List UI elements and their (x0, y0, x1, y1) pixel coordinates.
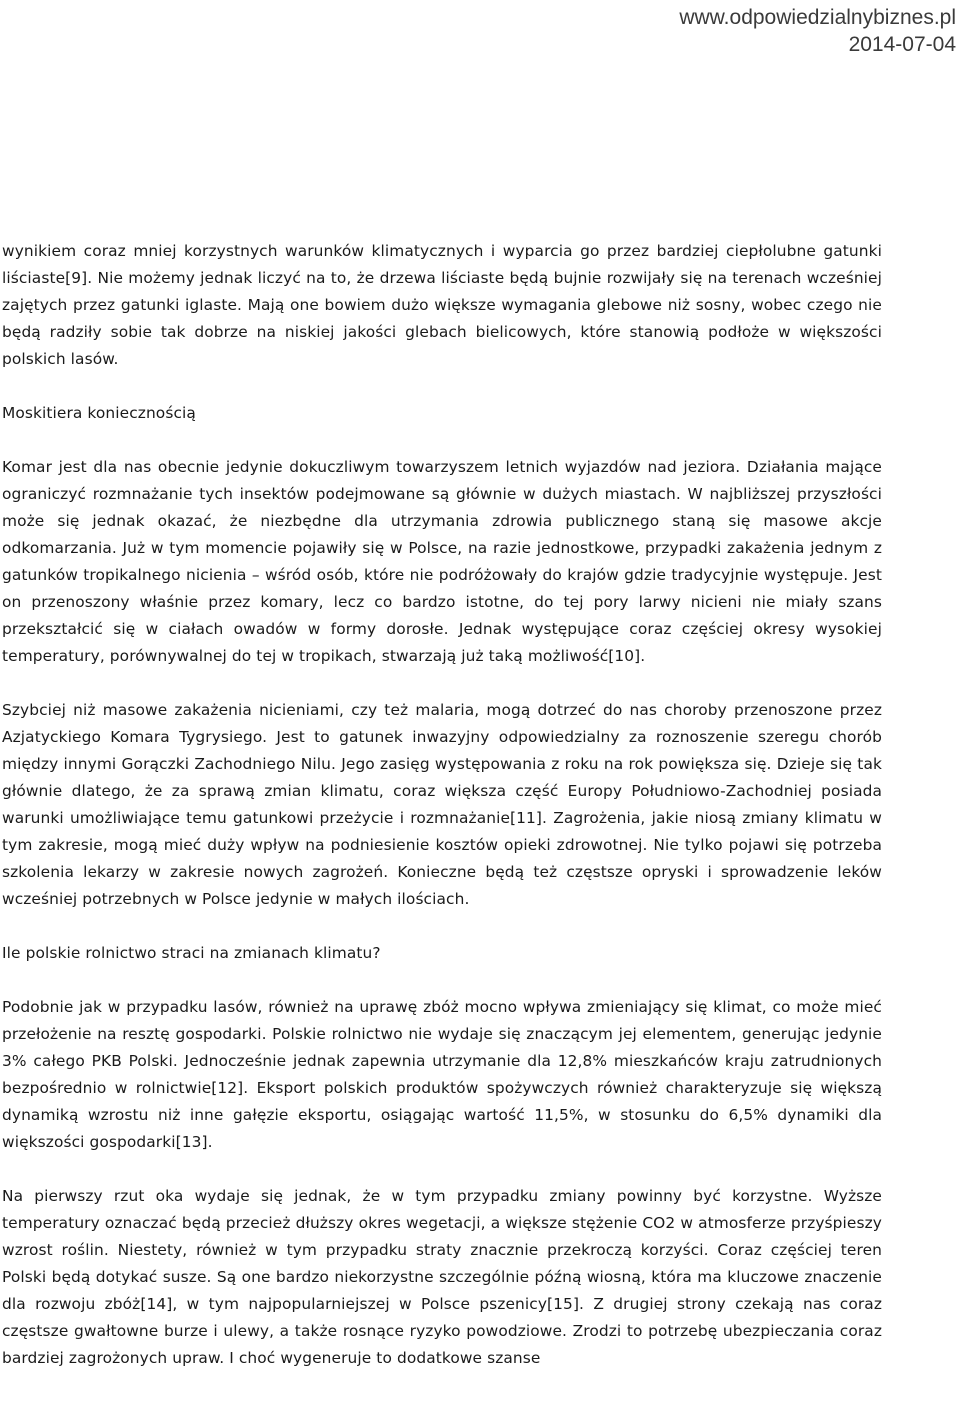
paragraph-tiger-mosquito: Szybciej niż masowe zakażenia nicieniami, czy też malaria, mogą dotrzeć do nas choroby przenoszone przez Azjatyckiego Komara Tygrysiego. Jest to gatunek inwazyjny odpowiedzialny za roznoszenie szeregu chorób między innymi Gorączki Zachodniego Nilu. Jego zasięg występowania z roku na rok powiększa się. Dzieje się tak głównie dlatego, że za sprawą zmian klimatu, coraz większa część Europy Południowo-Zachodniej posiada warunki umożliwiające temu gatunkowi przeżycie i rozmnażanie[11]. Zagrożenia, jakie niosą zmiany klimatu w tym zakresie, mogą mieć duży wpływ na podniesienie kosztów opieki zdrowotnej. Nie tylko pojawi się potrzeba szkolenia lekarzy w zakresie nowych zagrożeń. Konieczne będą też częstsze opryski i sprowadzenie leków wcześniej potrzebnych w Polsce jedynie w małych ilościach. (2, 701, 882, 908)
section-heading-mosquito-net: Moskitiera koniecznością (2, 404, 196, 422)
website-url: www.odpowiedzialnybiznes.pl (679, 6, 956, 29)
paragraph-agriculture-economy: Podobnie jak w przypadku lasów, również na uprawę zbóż mocno wpływa zmieniający się klimat, co może mieć przełożenie na resztę gospodarki. Polskie rolnictwo nie wydaje się znaczącym jej elementem, generując jedynie 3% całego PKB Polski. Jednocześnie jednak zapewnia utrzymanie dla 12,8% mieszkańców kraju zatrudnionych bezpośrednio w rolnictwie[12]. Eksport polskich produktów spożywczych również charakteryzuje się większą dynamiką wzrostu niż inne gałęzie eksportu, osiągając wartość 11,5%, w stosunku do 6,5% dynamiki dla większości gospodarki[13]. (2, 998, 882, 1151)
document-body (2, 238, 882, 1372)
document-date: 2014-07-04 (848, 33, 956, 56)
paragraph-agriculture-effects: Na pierwszy rzut oka wydaje się jednak, że w tym przypadku zmiany powinny być korzystne. Wyższe temperatury oznaczać będą przecież dłuższy okres wegetacji, a większe stężenie CO2 w atmosferze przyśpieszy wzrost roślin. Niestety, również w tym przypadku straty znacznie przekroczą korzyści. Coraz częściej teren Polski będą dotykać susze. Są one bardzo niekorzystne szczególnie późną wiosną, która ma kluczowe znaczenie dla rozwoju zbóż[14], w tym najpopularniejszej w Polsce pszenicy[15]. Z drugiej strony czekają nas coraz częstsze gwałtowne burze i ulewy, a także rosnące ryzyko powodziowe. Zrodzi to potrzebę ubezpieczania coraz bardziej zagrożonych upraw. I choć wygeneruje to dodatkowe szanse (2, 1187, 882, 1367)
paragraph-mosquitoes: Komar jest dla nas obecnie jedynie dokuczliwym towarzyszem letnich wyjazdów nad jeziora. Działania mające ograniczyć rozmnażanie tych insektów podejmowane są głównie w dużych miastach. W najbliższej przyszłości może się jednak okazać, że niezbędne dla utrzymania zdrowia publicznego staną się masowe akcje odkomarzania. Już w tym momencie pojawiły się w Polsce, na razie jednostkowe, przypadki zakażenia jednym z gatunków tropikalnego nicienia – wśród osób, które nie podróżowały do krajów gdzie tradycyjnie występuje. Jest on przenoszony właśnie przez komary, lecz co bardzo istotne, do tej pory larwy nicieni nie miały szans przekształcić się w ciałach owadów w formy dorosłe. Jednak występujące coraz częściej okresy wysokiej temperatury, porównywalnej do tej w tropikach, stwarzają już taką możliwość[10]. (2, 458, 882, 665)
page-header (679, 4, 956, 58)
section-heading-agriculture: Ile polskie rolnictwo straci na zmianach klimatu? (2, 944, 381, 962)
paragraph-forests-continued: wynikiem coraz mniej korzystnych warunków klimatycznych i wyparcia go przez bardziej ciepłolubne gatunki liściaste[9]. Nie możemy jednak liczyć na to, że drzewa liściaste będą bujnie rozwijały się na terenach wcześniej zajętych przez gatunki iglaste. Mają one bowiem dużo większe wymagania glebowe niż sosny, wobec czego nie będą radziły sobie tak dobrze na niskiej jakości glebach bielicowych, które stanowią podłoże w większości polskich lasów. (2, 242, 882, 368)
